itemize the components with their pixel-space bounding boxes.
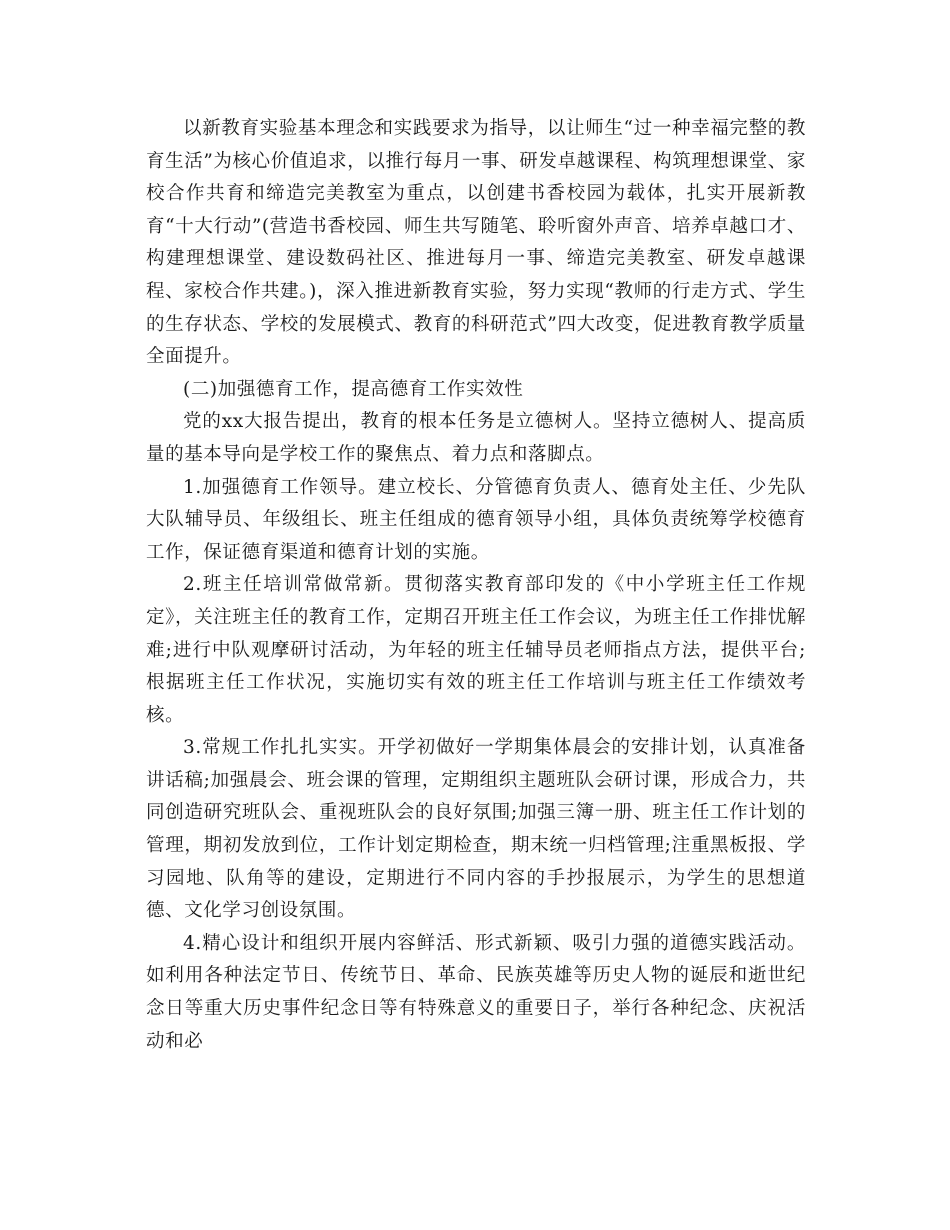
paragraph-item-2: 2.班主任培训常做常新。贯彻落实教育部印发的《中小学班主任工作规定》，关注班主任的教育工作，定期召开班主任工作会议，为班主任工作排忧解难;进行中队观摩研讨活动，为年轻的班主任辅导员老师指点方法，提供平台;根据班主任工作状况，实施切实有效的班主任工作培训与班主任工作绩效考核。 xyxy=(146,574,806,726)
paragraph-item-3: 3.常规工作扎扎实实。开学初做好一学期集体晨会的安排计划，认真准备讲话稿;加强晨会、班会课的管理，定期组织主题班队会研讨课，形成合力，共同创造研究班队会、重视班队会的良好氛围;加强三簿一册、班主任工作计划的管理，期初发放到位，工作计划定期检查，期末统一归档管理;注重黑板报、学习园地、队角等的建设，定期进行不同内容的手抄报展示，为学生的思想道德、文化学习创设氛围。 xyxy=(146,737,806,922)
section-heading-moral-education: (二)加强德育工作，提高德育工作实效性 xyxy=(183,378,524,400)
paragraph-new-education: 以新教育实验基本理念和实践要求为指导，以让师生“过一种幸福完整的教育生活”为核心价值追求，以推行每月一事、研发卓越课程、构筑理想课堂、家校合作共育和缔造完美教室为重点，以创建书香校园为载体，扎实开展新教育“十大行动”(营造书香校园、师生共写随笔、聆听窗外声音、培养卓越口才、构建理想课堂、建设数码社区、推进每月一事、缔造完美教室、研发卓越课程、家校合作共建。)，深入推进新教育实验，努力实现“教师的行走方式、学生的生存状态、学校的发展模式、教育的科研范式”四大改变，促进教育教学质量全面提升。 xyxy=(146,118,806,368)
document-body xyxy=(146,113,806,1058)
paragraph-item-1: 1.加强德育工作领导。建立校长、分管德育负责人、德育处主任、少先队大队辅导员、年级组长、班主任组成的德育领导小组，具体负责统筹学校德育工作，保证德育渠道和德育计划的实施。 xyxy=(146,476,806,563)
paragraph-party-report: 党的xx大报告提出，教育的根本任务是立德树人。坚持立德树人、提高质量的基本导向是学校工作的聚焦点、着力点和落脚点。 xyxy=(146,411,806,465)
paragraph-item-4: 4.精心设计和组织开展内容鲜活、形式新颖、吸引力强的道德实践活动。如利用各种法定节日、传统节日、革命、民族英雄等历史人物的诞辰和逝世纪念日等重大历史事件纪念日等有特殊意义的重要日子，举行各种纪念、庆祝活动和必 xyxy=(146,932,806,1052)
